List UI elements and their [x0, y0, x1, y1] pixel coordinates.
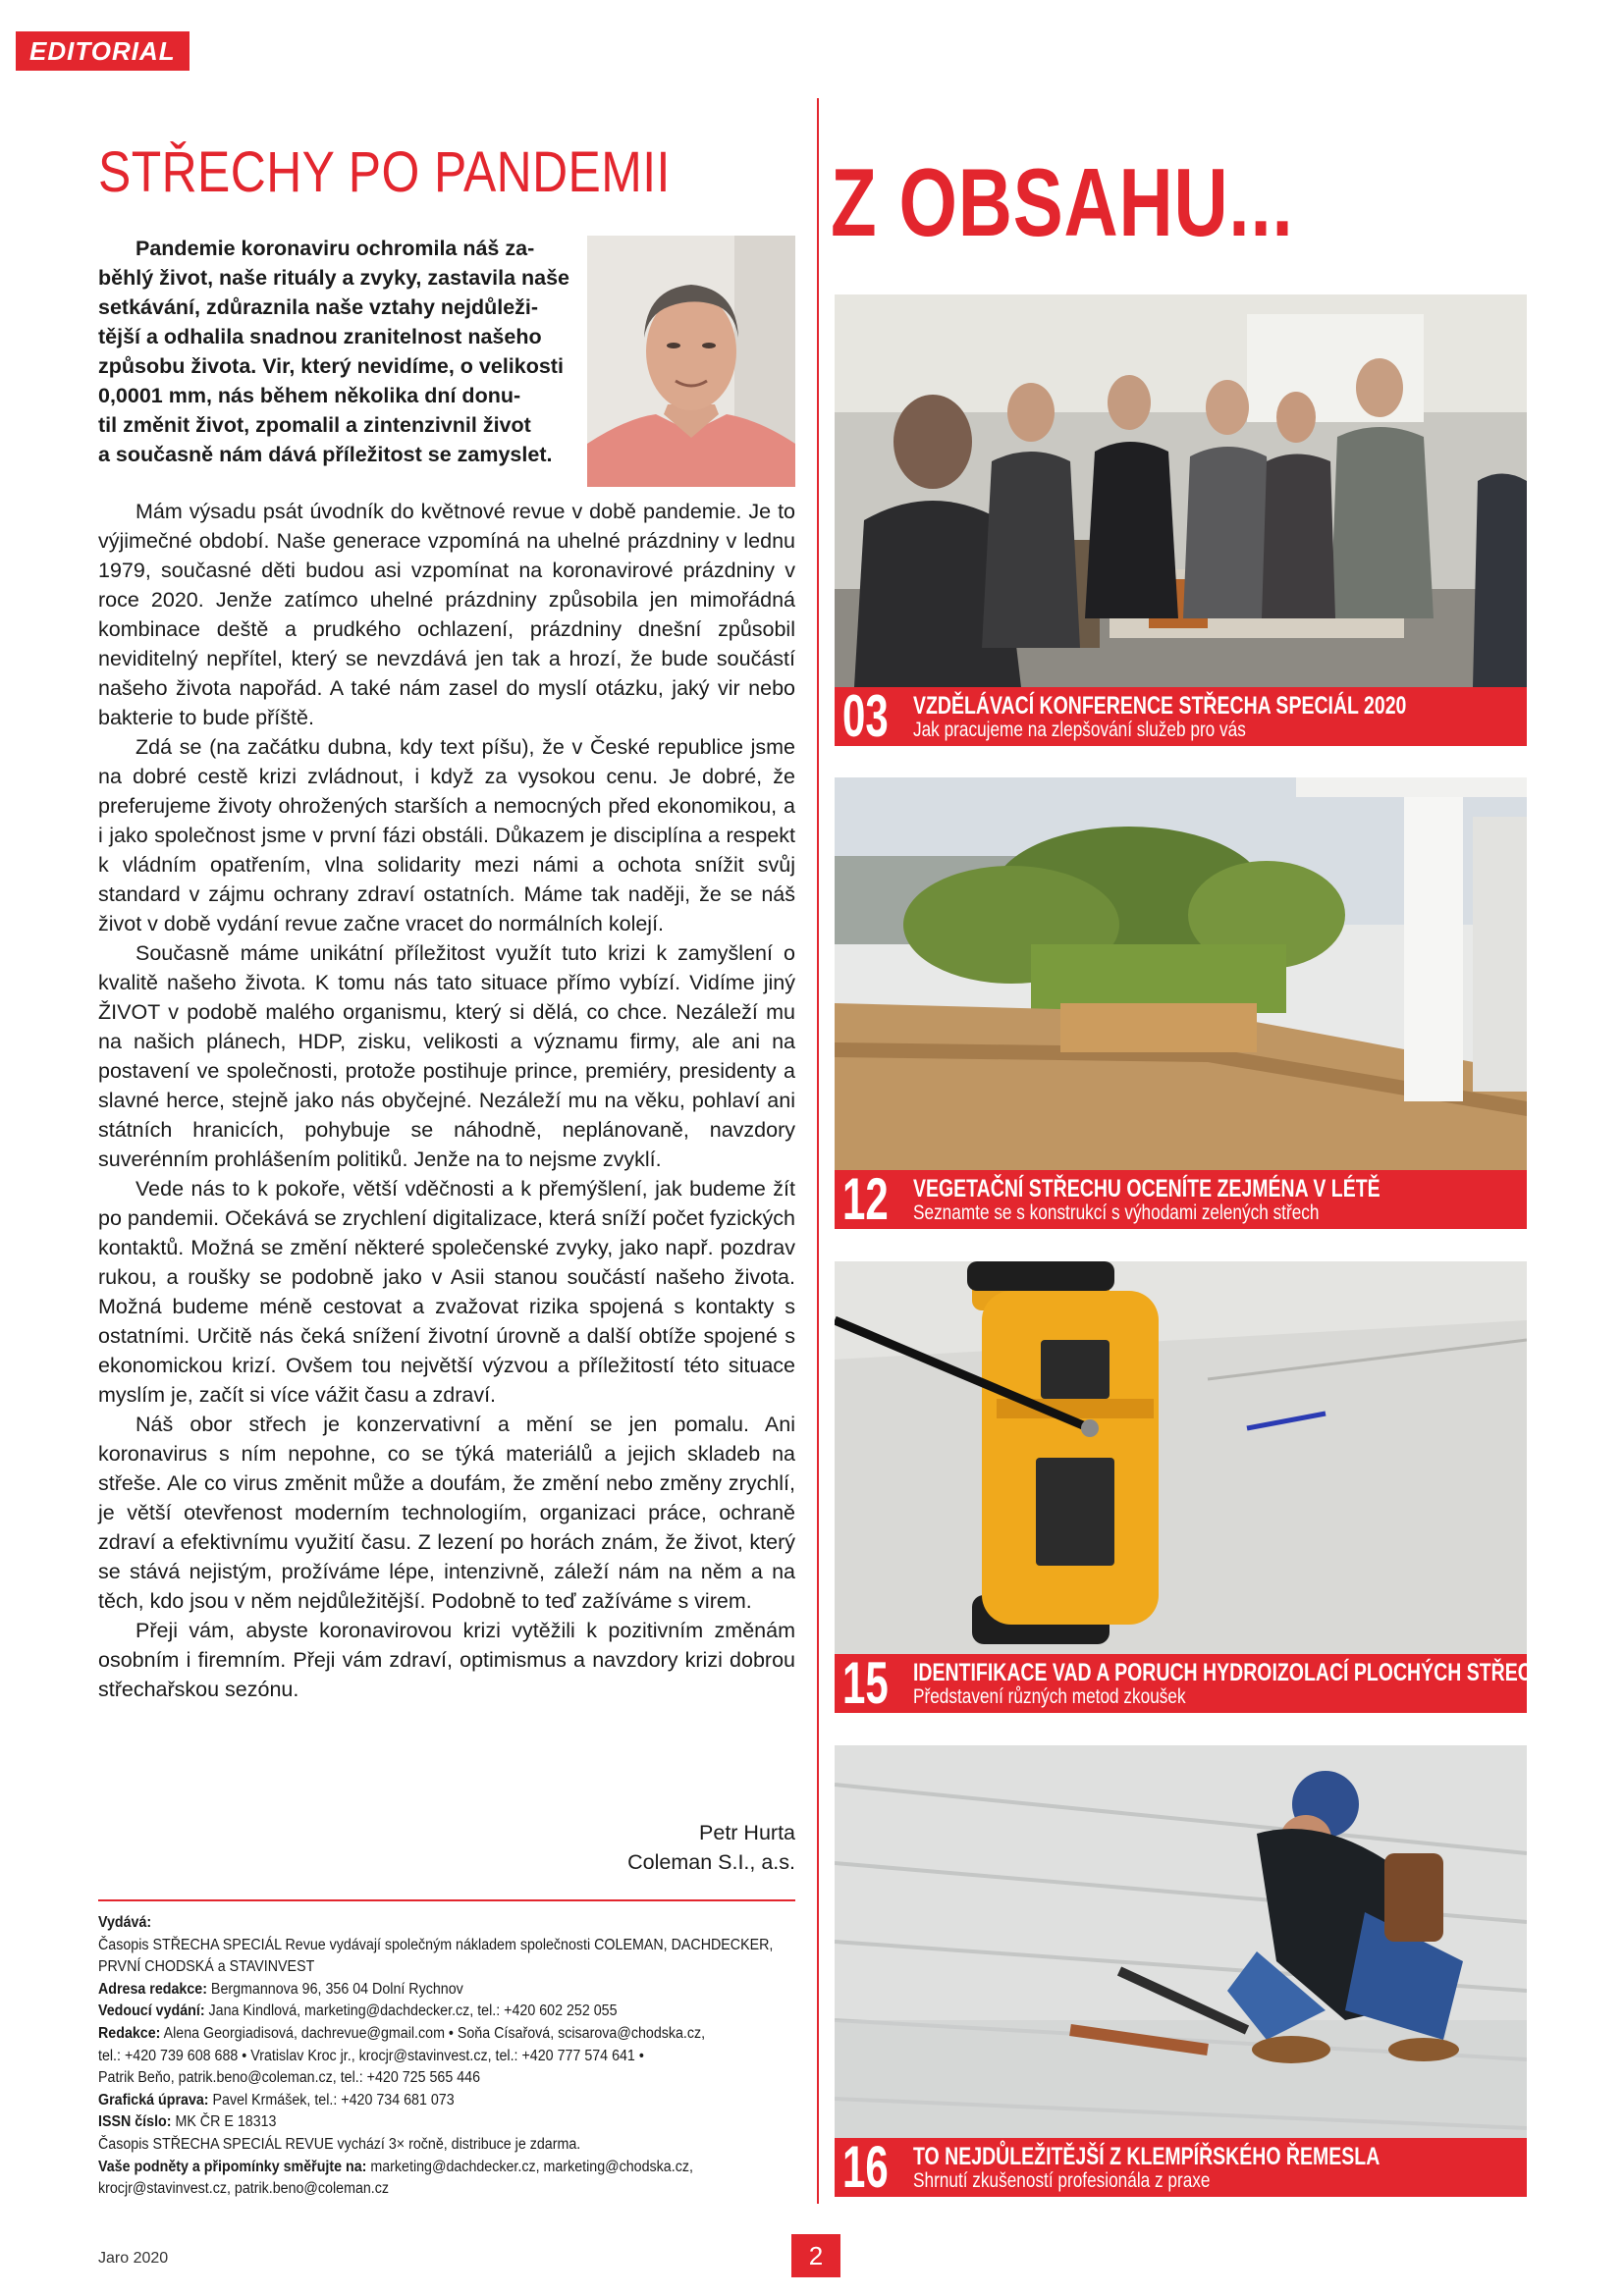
body-paragraph: Současně máme unikátní příležitost využít tuto krizi k zamyšlení o kvalitě našeho života. K tomu nás tato situace přímo vybízí. Vidíme jiný ŽIVOT v podobě malého organismu, který si dělá, co chce. Nezáleží mu na našich plánech, HDP, zisku, velikosti a významu firmy, ale ani na postavení ve společnosti, protože postihuje prince, premiéry, presidenty a slavné herce, stejně jako nás obyčejné. Nezáleží mu na věku, pohlaví ani státních hranicích, pohybuje se náhodně, neplánovaně, navzdory suverénním prohlášením politiků. Jenže na to nejsme zvyklí. — [98, 941, 795, 1171]
imprint-line — [98, 1956, 767, 1979]
imprint-text: tel.: +420 739 608 688 • Vratislav Kroc jr., krocjr@stavinvest.cz, tel.: +420 777 574 641 • — [98, 2047, 644, 2064]
imprint-text: marketing@dachdecker.cz, marketing@chodska.cz, — [366, 2158, 693, 2175]
author-company: Coleman S.I., a.s. — [627, 1850, 795, 1874]
imprint-line — [98, 2023, 767, 2046]
lead-line: a současně nám dává příležitost se zamyslet. — [98, 443, 553, 466]
imprint-line — [98, 2067, 767, 2090]
imprint-line — [98, 2157, 767, 2179]
toc-subline: Shrnutí zkušeností profesionála z praxe — [913, 2169, 1211, 2192]
toc-headline: TO NEJDŮLEŽITĚJŠÍ Z KLEMPÍŘSKÉHO ŘEMESLA — [913, 2143, 1380, 2170]
imprint-text: Časopis STŘECHA SPECIÁL REVUE vychází 3× ročně, distribuce je zdarma. — [98, 2135, 581, 2153]
imprint-text: krocjr@stavinvest.cz, patrik.beno@coleman.cz — [98, 2180, 390, 2198]
roofer-photo — [835, 1745, 1527, 2138]
signature — [627, 1818, 795, 1877]
imprint-label: Redakce: — [98, 2024, 161, 2042]
author-portrait — [587, 236, 795, 487]
toc-headline: VZDĚLÁVACÍ KONFERENCE STŘECHA SPECIÁL 2020 — [913, 692, 1407, 720]
toc-headline: VEGETAČNÍ STŘECHU OCENÍTE ZEJMÉNA V LÉTĚ — [913, 1175, 1380, 1202]
toc-item-16[interactable] — [835, 2134, 1527, 2200]
lead-line: til změnit život, zpomalil a zintenzivnil život — [98, 413, 531, 437]
imprint-line — [98, 1935, 774, 1957]
page-number: 2 — [791, 2234, 840, 2277]
toc-number: 12 — [842, 1166, 889, 1232]
lead-line: běhlý život, naše rituály a zvyky, zastavila naše — [98, 266, 570, 290]
editorial-title: STŘECHY PO PANDEMII — [98, 140, 671, 204]
lead-line: 0,0001 mm, nás během několika dní donu- — [98, 384, 521, 407]
lead-line: Pandemie koronaviru ochromila náš za- — [135, 237, 535, 260]
imprint-label: Grafická úprava: — [98, 2091, 209, 2109]
imprint-rule — [98, 1899, 795, 1901]
author-name: Petr Hurta — [699, 1821, 795, 1844]
green-roof-photo — [835, 777, 1527, 1170]
toc-item-03[interactable] — [835, 683, 1527, 749]
lead-line: setkávání, zdůraznila naše vztahy nejdůleži- — [98, 295, 539, 319]
leak-detector-photo — [835, 1261, 1527, 1654]
imprint-line — [98, 1979, 767, 2002]
imprint-label: Vaše podněty a připomínky směřujte na: — [98, 2158, 367, 2175]
column-divider — [817, 98, 819, 2204]
imprint-line — [98, 2090, 767, 2112]
toc-item-12[interactable] — [835, 1166, 1527, 1232]
imprint-line — [98, 2178, 767, 2201]
imprint-text: Bergmannova 96, 356 04 Dolní Rychnov — [206, 1980, 463, 1998]
toc-subline: Jak pracujeme na zlepšování služeb pro vás — [913, 719, 1246, 741]
body-paragraph: Mám výsadu psát úvodník do květnové revue v době pandemie. Je to výjimečné období. Naše generace vzpomíná na uhelné prázdniny v lednu 1979, současné děti budou asi vzpomínat na koronavirové prázdniny v roce 2020. Jenže zatímco uhelné prázdniny způsobila jen mimořádná kombinace deště a prudkého ochlazení, prázdniny dnešní způsobil neviditelný nepřítel, který se nevzdává jen tak a hrozí, že bude součástí našeho života napořád. A také nám zasel do myslí otázku, jaký vir nebo bakterie to bude příště. — [98, 500, 795, 729]
lead-line: tější a odhalila snadnou zranitelnost našeho — [98, 325, 542, 348]
editorial-lead — [98, 234, 569, 469]
toc-subline: Seznamte se s konstrukcí s výhodami zelených střech — [913, 1201, 1320, 1224]
imprint-text: PRVNÍ CHODSKÁ a STAVINVEST — [98, 1958, 315, 1976]
imprint-label: Adresa redakce: — [98, 1980, 207, 1998]
toc-number: 03 — [842, 683, 889, 749]
imprint-line — [98, 2134, 767, 2157]
toc-number: 16 — [842, 2134, 889, 2200]
section-tag: EDITORIAL — [16, 31, 189, 71]
imprint-label: Vedoucí vydání: — [98, 2002, 205, 2020]
toc-headline: IDENTIFIKACE VAD A PORUCH HYDROIZOLACÍ PLOCHÝCH STŘECH — [913, 1659, 1545, 1686]
imprint-text: Alena Georgiadisová, dachrevue@gmail.com • Soňa Císařová, scisarova@chodska.cz, — [160, 2024, 706, 2042]
imprint-text: MK ČR E 18313 — [171, 2113, 277, 2131]
imprint-text: Časopis STŘECHA SPECIÁL Revue vydávají společným nákladem společnosti COLEMAN, DACHDECKER, — [98, 1936, 774, 1953]
toc-subline: Představení různých metod zkoušek — [913, 1685, 1186, 1708]
imprint-line — [98, 2001, 767, 2023]
body-paragraph: Náš obor střech je konzervativní a mění se jen pomalu. Ani koronavirus s ním nepohne, co se týká materiálů a jejich skladeb na střeše. Ale co virus změnit může a doufám, že změní nebo změny zrychlí, je větší otevřenost moderním technologiím, organizaci práce, ochraně zdraví a efektivnímu využití času. Z lezení po horách znám, že život, který se stává nejistým, prožíváme lépe, intenzivně, záleží nám na něm a na těch, kdo jsou v něm nejdůležitější. Podobně to teď zažíváme s virem. — [98, 1413, 795, 1613]
editorial-body — [98, 497, 795, 1704]
imprint — [98, 1912, 774, 2201]
imprint-line — [98, 2111, 767, 2134]
imprint-label: ISSN číslo: — [98, 2113, 172, 2131]
imprint-text: Pavel Krmášek, tel.: +420 734 681 073 — [208, 2091, 455, 2109]
toc-number: 15 — [842, 1650, 889, 1716]
issue-date: Jaro 2020 — [98, 2250, 169, 2267]
toc-item-15[interactable] — [835, 1650, 1545, 1716]
body-paragraph: Přeji vám, abyste koronavirovou krizi vytěžili k pozitivním změnám osobním i firemním. Přeji vám zdraví, optimismus a navzdory krizi dobrou střechařskou sezónu. — [98, 1619, 795, 1701]
imprint-text: Patrik Beňo, patrik.beno@coleman.cz, tel.: +420 725 565 446 — [98, 2069, 481, 2087]
body-paragraph: Vede nás to k pokoře, větší vděčnosti a k přemýšlení, jak budeme žít po pandemii. Očekává se zrychlení digitalizace, která sníží počet fyzických kontaktů. Možná se změní některé společenské zvyky, jako např. pozdrav rukou, a roušky se podobně jako v Asii stanou součástí našeho života. Možná budeme méně cestovat a zvažovat rizika spojená s kontakty s ostatními. Určitě nás čeká snížení životní úrovně a další obtíže spojené s ekonomickou krizí. Ovšem tou největší výzvou a příležitostí této situace myslím je, začít si více vážit času a zdraví. — [98, 1177, 795, 1407]
conference-photo — [835, 294, 1527, 687]
imprint-label: Vydává: — [98, 1914, 152, 1931]
body-paragraph: Zdá se (na začátku dubna, kdy text píšu), že v České republice jsme na dobré cestě krizi zvládnout, i když za vysokou cenu. Je dobré, že preferujeme životy ohrožených starších a nemocných před ekonomikou, a i jako společnost jsme v první fázi obstáli. Důkazem je disciplína a respekt k vládním opatřením, vlna solidarity mezi námi a ochota snížit svůj standard v zájmu ochrany zdraví ostatních. Máme tak naději, že se náš život v době vydání revue začne vracet do normálních kolejí. — [98, 735, 795, 935]
imprint-text: Jana Kindlová, marketing@dachdecker.cz, tel.: +420 602 252 055 — [204, 2002, 618, 2020]
imprint-line — [98, 1912, 767, 1935]
lead-line: způsobu života. Vir, který nevidíme, o velikosti — [98, 354, 564, 378]
imprint-line — [98, 2046, 767, 2068]
contents-title: Z OBSAHU... — [831, 148, 1294, 256]
